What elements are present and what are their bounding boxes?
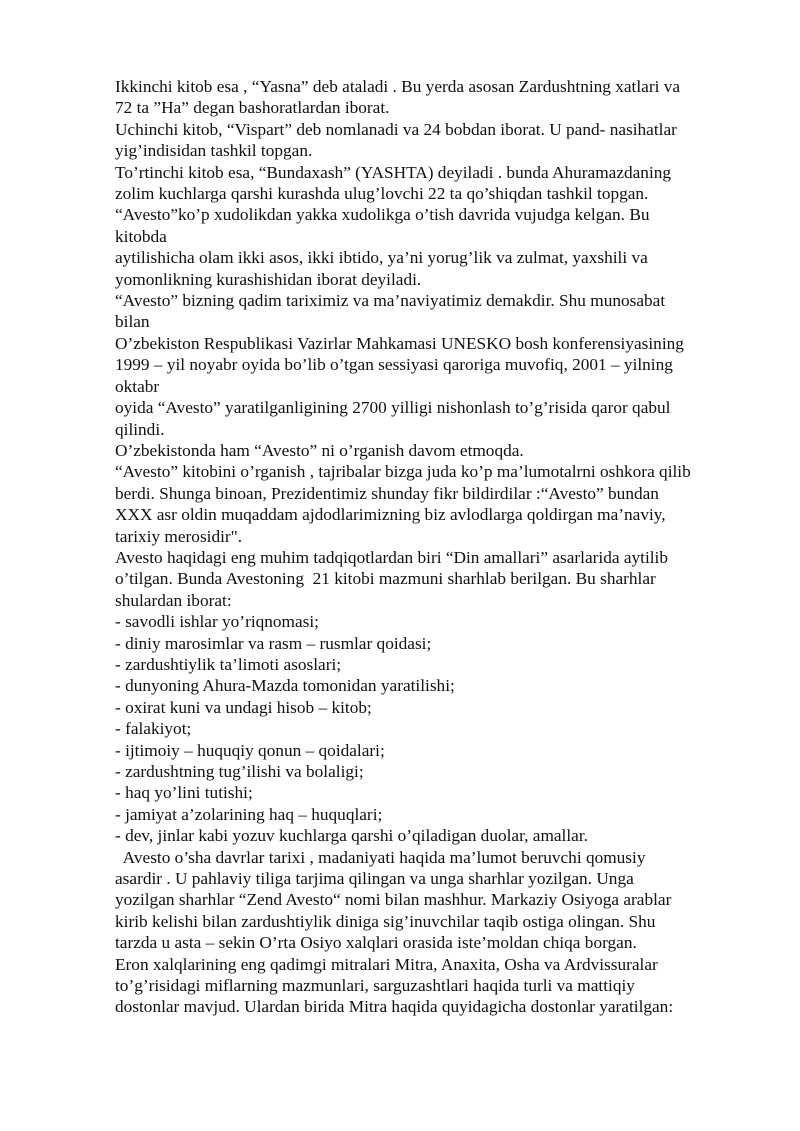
text-line: “Avesto”ko’p xudolikdan yakka xudolikga o’tish davrida vujudga kelgan. Bu [115,205,650,225]
text-line: yomonlikning kurashishidan iborat deyiladi. [115,269,422,289]
text-line: tarixiy merosidir". [115,526,243,546]
text-line: o’tilgan. Bunda Avestoning 21 kitobi mazmuni sharhlab berilgan. Bu sharhlar [115,569,656,589]
list-item: - oxirat kuni va undagi hisob – kitob; [115,697,372,717]
list-item: - dunyoning Ahura-Mazda tomonidan yaratilishi; [115,676,455,696]
text-line: shulardan iborat: [115,590,232,610]
list-item: - zardushtiylik ta’limoti asoslari; [115,654,342,674]
text-line: aytilishicha olam ikki asos, ikki ibtido, ya’ni yorug’lik va zulmat, yaxshili va [115,248,648,268]
text-line: asardir . U pahlaviy tiligа tarjima qilingan va unga sharhlar yozilgan. Unga [115,869,634,889]
text-line: XXX asr oldin muqaddam ajdodlarimizning biz avlodlarga qoldirgan ma’naviy, [115,505,666,525]
text-line: zolim kuchlarga qarshi kurashda ulug’lovchi 22 ta qo’shiqdan tashkil topgan. [115,184,649,204]
list-item: - ijtimoiy – huquqiy qonun – qoidalari; [115,740,385,760]
text-line: Avesto o’sha davrlar tarixi , madaniyati haqida ma’lumot beruvchi qomusiy [115,847,646,867]
text-line: O’zbekistonda ham “Avesto” ni o’rganish davom etmoqda. [115,440,524,460]
text-line: bilan [115,312,150,332]
text-line: 72 ta ”Ha” degan bashoratlardan iborat. [115,98,390,118]
text-line: dostonlar mavjud. Ulardan birida Mitra haqida quyidagicha dostonlar yaratilgan: [115,997,674,1017]
text-line: “Avesto” kitobini o’rganish , tajribalar bizga juda ko’p ma’lumotalrni oshkora qilib [115,462,691,482]
list-item: - dev, jinlar kabi yozuv kuchlarga qarshi o’qiladigan duolar, amallar. [115,826,588,846]
text-line: oktabr [115,376,160,396]
text-line: kirib kelishi bilan zardushtiylik diniga sig’inuvchilar taqib ostiga olingan. Shu [115,911,656,931]
text-line: O’zbekiston Respublikasi Vazirlar Mahkamasi UNESKO bosh konferensiyasining [115,333,684,353]
text-line: “Avesto” bizning qadim tariximiz va ma’naviyatimiz demakdir. Shu munosabat [115,291,666,311]
text-line: Ikkinchi kitob esa , “Yasna” deb ataladi . Bu yerda asosan Zardushtning xatlari va [115,77,681,96]
list-item: - falakiyot; [115,719,192,739]
text-line: yozilgan sharhlar “Zend Avesto“ nomi bilan mashhur. Markaziy Osiyoga arablar [115,890,672,910]
text-line: Avesto haqidagi eng muhim tadqiqotlardan biri “Din amallari” asarlarida aytilib [115,547,668,567]
list-item: - savodli ishlar yo’riqnomasi; [115,612,319,632]
text-line: to’g’risidagi miflarning mazmunlari, sarguzashtlari haqida turli va mattiqiy [115,976,635,996]
list-item: - jamiyat a’zolarining haq – huquqlari; [115,804,383,824]
text-line: To’rtinchi kitob esa, “Bundaxash” (YASHTA) deyiladi . bunda Ahuramazdaning [115,162,672,182]
list-item: - zardushtning tug’ilishi va bolaligi; [115,762,364,781]
body-text [115,76,755,1018]
text-line: kitobda [115,226,167,246]
text-line: 1999 – yil noyabr oyida bo’lib o’tgan sessiyasi qaroriga muvofiq, 2001 – yilning [115,355,673,375]
list-item: - haq yo’lini tutishi; [115,783,253,803]
list-item: - diniy marosimlar va rasm – rusmlar qoidasi; [115,633,432,653]
text-line: tarzda u asta – sekin O’rta Osiyo xalqlari orasida iste’moldan chiqa borgan. [115,933,637,953]
text-line: berdi. Shunga binoan, Prezidentimiz shunday fikr bildirdilar :“Avesto” bundan [115,483,659,503]
text-line: qilindi. [115,419,165,439]
text-line: Uchinchi kitob, “Vispart” deb nomlanadi va 24 bobdan iborat. U pand- nasihatlar [115,119,677,139]
text-line: yig’indisidan tashkil topgan. [115,141,313,161]
text-line: Eron xalqlarining eng qadimgi mitralari Mitra, Anaxita, Osha va Ardvissuralar [115,954,658,974]
text-line: oyida “Avesto” yaratilganligining 2700 yilligi nishonlash to’g’risida qaror qabul [115,398,671,418]
